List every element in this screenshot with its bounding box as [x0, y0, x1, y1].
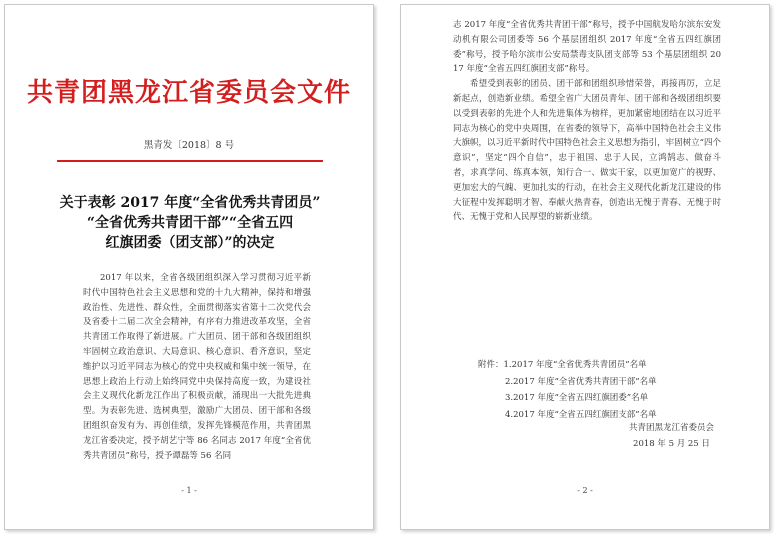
- signature-org: 共青团黑龙江省委员会: [628, 423, 714, 433]
- attachments-list: [478, 357, 657, 423]
- body-paragraph: 希望受到表彰的团员、团干部和团组织珍惜荣誉，再接再厉，立足新起点，创造新业绩。希望全省广大团员青年、团干部和各级团组织要以受到表彰的先进个人和先进集体为榜样，更加紧密地团结在以习近平同志为核心的党中央周围，在省委的领导下，高举中国特色社会主义伟大旗帜，以习近平新时代中国特色社会主义思想为指引，牢固树立“四个意识”，坚定“四个自信”，忠于祖国、忠于人民，立鸿鹄志、做奋斗者，求真学问、练真本领，知行合一、做实干家，以更加宽广的视野、更加宏大的气魄、更加扎实的行动，在社会主义现代化新龙江建设的伟大征程中发挥聪明才智、奉献火热青春，创造出无愧于青春、无愧于时代、无愧于党和人民厚望的崭新业绩。: [453, 79, 721, 223]
- document-header: 共青团黑龙江省委员会文件: [26, 78, 351, 108]
- body-paragraph: 2017 年以来，全省各级团组织深入学习贯彻习近平新时代中国特色社会主义思想和党的十九大精神，保持和增强政治性、先进性、群众性，全面贯彻落实省第十二次党代会及省委十二届二次全会精神，有序有力推进改革攻坚，全省共青团工作取得了新进展。广大团员、团干部和各级团组织牢固树立政治意识、大局意识、核心意识、看齐意识，坚定维护以习近平同志为核心的党中央权威和集中统一领导，在思想上政治上行动上始终同党中央保持高度一致，为建设社会主义现代化新龙江作出了积极贡献，涌现出一大批先进典型。为表彰先进、选树典型，激励广大团员、团干部和各级团组织奋发有为、再创佳绩，发挥先锋模范作用，共青团黑龙江省委决定，授予胡艺宁等 86 名同志 2017 年度“全省优秀共青团员”称号，授予谭磊等 56 名同: [83, 273, 311, 461]
- document-title: [35, 193, 345, 253]
- attachment-item: 附件：1.2017 年度“全省优秀共青团员”名单: [478, 360, 647, 370]
- document-page-1: [4, 4, 374, 530]
- signature-date: 2018 年 5 月 25 日: [633, 439, 710, 449]
- signature-block: [629, 420, 714, 452]
- red-divider-line: [57, 160, 323, 162]
- page-number: - 1 -: [181, 486, 197, 495]
- attachment-item: 3.2017 年度“全省五四红旗团委”名单: [505, 393, 649, 403]
- attachments-label: 附件：: [478, 360, 504, 370]
- document-number: 黑青发〔2018〕8 号: [143, 140, 235, 151]
- page-number: - 2 -: [577, 486, 593, 495]
- title-line: 红旗团委（团支部）”的决定: [105, 235, 275, 251]
- body-paragraph: 志 2017 年度“全省优秀共青团干部”称号，授予中国航发哈尔滨东安发动机有限公司团委等 56 个基层团组织 2017 年度“全省五四红旗团委”称号，授予哈尔滨市公安局禁毒支队团支部等 53 个基层团组织 2017 年度“全省五四红旗团支部”称号。: [453, 20, 721, 75]
- body-text: [453, 18, 721, 225]
- body-text: [83, 271, 311, 463]
- title-line: 关于表彰 2017 年度“全省优秀共青团员”: [59, 195, 321, 211]
- document-page-2: [400, 4, 770, 530]
- attachment-item: 4.2017 年度“全省五四红旗团支部”名单: [505, 409, 657, 420]
- attachment-item: 2.2017 年度“全省优秀共青团干部”名单: [505, 376, 657, 387]
- title-line: “全省优秀共青团干部”“全省五四: [86, 215, 294, 231]
